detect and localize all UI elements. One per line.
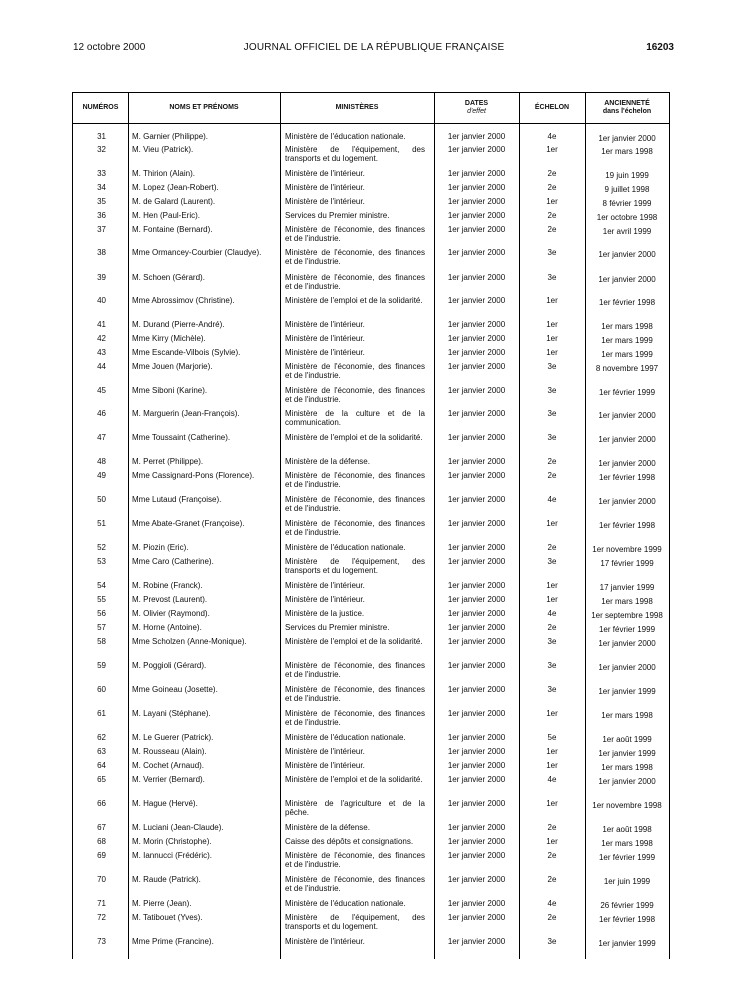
cell-nom: Mme Prime (Francine). [132, 937, 214, 946]
cell-date: 1er janvier 2000 [447, 132, 506, 141]
cell-nom: M. Piozin (Eric). [132, 543, 189, 552]
cell-min: Ministère de la culture et de la communication. [285, 409, 425, 427]
cell-num: 36 [97, 211, 106, 220]
cell-min: Services du Premier ministre. [285, 623, 390, 632]
cell-ech: 1er [546, 348, 558, 357]
cell-ech: 3e [547, 273, 557, 282]
cell-min: Ministère de l'intérieur. [285, 747, 365, 756]
cell-date: 1er janvier 2000 [447, 799, 506, 808]
cell-num: 59 [97, 661, 106, 670]
cell-min: Ministère de l'intérieur. [285, 183, 365, 192]
cell-nom: Mme Abrossimov (Christine). [132, 296, 235, 305]
cell-nom: Mme Jouen (Marjorie). [132, 362, 213, 371]
cell-anc: 1er juin 1999 [603, 877, 651, 886]
cell-anc: 1er février 1998 [598, 298, 656, 307]
cell-anc: 1er mars 1998 [601, 839, 653, 848]
col-header-numeros-label: NUMÉROS [82, 104, 119, 111]
cell-anc: 1er février 1998 [598, 915, 656, 924]
cell-nom: Mme Lutaud (Françoise). [132, 495, 222, 504]
cell-anc: 1er janvier 2000 [598, 275, 656, 284]
cell-num: 58 [97, 637, 106, 646]
cell-min: Ministère de l'économie, des finances et de l'industrie. [285, 851, 425, 869]
cell-date: 1er janvier 2000 [447, 709, 506, 718]
cell-num: 71 [97, 899, 106, 908]
cell-anc: 26 février 1999 [600, 901, 654, 910]
cell-anc: 1er mars 1999 [601, 336, 653, 345]
cell-date: 1er janvier 2000 [447, 685, 506, 694]
cell-min: Ministère de l'économie, des finances et de l'industrie. [285, 386, 425, 404]
cell-anc: 1er mars 1998 [601, 322, 653, 331]
cell-min: Ministère de l'éducation nationale. [285, 543, 406, 552]
cell-anc: 1er avril 1999 [602, 227, 652, 236]
cell-ech: 3e [547, 409, 557, 418]
cell-ech: 2e [547, 471, 557, 480]
cell-min: Ministère de la défense. [285, 823, 370, 832]
cell-ech: 2e [547, 211, 557, 220]
cell-date: 1er janvier 2000 [447, 557, 506, 566]
cell-ech: 1er [546, 581, 558, 590]
cell-nom: M. Iannucci (Frédéric). [132, 851, 213, 860]
cell-num: 41 [97, 320, 106, 329]
cell-anc: 1er janvier 2000 [598, 777, 656, 786]
cell-anc: 1er janvier 1999 [598, 749, 656, 758]
cell-min: Caisse des dépôts et consignations. [285, 837, 414, 846]
cell-ech: 5e [547, 733, 557, 742]
cell-min: Ministère de l'économie, des finances et de l'industrie. [285, 661, 425, 679]
cell-nom: M. Pierre (Jean). [132, 899, 192, 908]
cell-num: 67 [97, 823, 106, 832]
cell-nom: M. Cochet (Arnaud). [132, 761, 205, 770]
col-header-anciennete [585, 93, 669, 123]
cell-ech: 2e [547, 823, 557, 832]
cell-anc: 1er août 1999 [602, 735, 652, 744]
column-divider [128, 93, 129, 959]
col-header-echelon [519, 93, 585, 123]
cell-num: 53 [97, 557, 106, 566]
col-header-noms [128, 93, 280, 123]
cell-date: 1er janvier 2000 [447, 457, 506, 466]
cell-date: 1er janvier 2000 [447, 433, 506, 442]
cell-nom: Mme Escande-Vilbois (Sylvie). [132, 348, 241, 357]
cell-min: Ministère de l'économie, des finances et de l'industrie. [285, 495, 425, 513]
cell-ech: 1er [546, 334, 558, 343]
cell-num: 60 [97, 685, 106, 694]
cell-anc: 8 février 1999 [602, 199, 652, 208]
cell-anc: 1er mars 1998 [601, 597, 653, 606]
cell-min: Ministère de l'intérieur. [285, 320, 365, 329]
cell-anc: 1er novembre 1999 [592, 545, 662, 554]
cell-ech: 2e [547, 183, 557, 192]
cell-date: 1er janvier 2000 [447, 851, 506, 860]
cell-anc: 9 juillet 1998 [604, 185, 650, 194]
cell-nom: M. Layani (Stéphane). [132, 709, 211, 718]
cell-anc: 1er janvier 2000 [598, 459, 656, 468]
cell-min: Ministère de l'équipement, des transports et du logement. [285, 913, 425, 931]
cell-anc: 1er mars 1998 [601, 763, 653, 772]
cell-date: 1er janvier 2000 [447, 169, 506, 178]
cell-date: 1er janvier 2000 [447, 296, 506, 305]
cell-date: 1er janvier 2000 [447, 495, 506, 504]
cell-num: 57 [97, 623, 106, 632]
cell-min: Ministère de la défense. [285, 457, 370, 466]
cell-num: 56 [97, 609, 106, 618]
cell-ech: 1er [546, 747, 558, 756]
cell-ech: 1er [546, 761, 558, 770]
cell-nom: M. Hague (Hervé). [132, 799, 198, 808]
cell-date: 1er janvier 2000 [447, 519, 506, 528]
cell-num: 72 [97, 913, 106, 922]
cell-ech: 3e [547, 685, 557, 694]
cell-nom: Mme Abate-Granet (Françoise). [132, 519, 245, 528]
cell-ech: 2e [547, 623, 557, 632]
cell-anc: 1er septembre 1998 [591, 611, 663, 620]
cell-ech: 1er [546, 320, 558, 329]
cell-date: 1er janvier 2000 [447, 211, 506, 220]
cell-min: Ministère de l'économie, des finances et de l'industrie. [285, 248, 425, 266]
cell-date: 1er janvier 2000 [447, 386, 506, 395]
cell-anc: 1er mars 1998 [601, 147, 653, 156]
cell-min: Ministère de l'éducation nationale. [285, 733, 406, 742]
cell-anc: 17 janvier 1999 [599, 583, 655, 592]
cell-nom: Mme Toussaint (Catherine). [132, 433, 231, 442]
cell-min: Ministère de l'emploi et de la solidarité. [285, 296, 423, 305]
cell-date: 1er janvier 2000 [447, 334, 506, 343]
cell-anc: 1er février 1999 [598, 853, 656, 862]
cell-ech: 2e [547, 875, 557, 884]
cell-nom: M. Luciani (Jean-Claude). [132, 823, 224, 832]
cell-nom: M. Verrier (Bernard). [132, 775, 205, 784]
cell-num: 64 [97, 761, 106, 770]
cell-date: 1er janvier 2000 [447, 320, 506, 329]
header-date: 12 octobre 2000 [73, 42, 146, 53]
cell-nom: M. Le Guerer (Patrick). [132, 733, 214, 742]
cell-nom: M. Lopez (Jean-Robert). [132, 183, 219, 192]
cell-ech: 4e [547, 609, 557, 618]
cell-ech: 3e [547, 637, 557, 646]
cell-ech: 1er [546, 837, 558, 846]
cell-nom: Mme Kirry (Michèle). [132, 334, 206, 343]
col-header-anciennete-sub: dans l'échelon [602, 108, 652, 115]
cell-date: 1er janvier 2000 [447, 183, 506, 192]
cell-date: 1er janvier 2000 [447, 348, 506, 357]
cell-nom: M. Marguerin (Jean-François). [132, 409, 240, 418]
cell-anc: 1er mars 1998 [601, 711, 653, 720]
cell-num: 55 [97, 595, 106, 604]
cell-date: 1er janvier 2000 [447, 409, 506, 418]
cell-anc: 8 novembre 1997 [595, 364, 659, 373]
cell-date: 1er janvier 2000 [447, 197, 506, 206]
cell-num: 31 [97, 132, 106, 141]
cell-nom: M. Horne (Antoine). [132, 623, 202, 632]
cell-date: 1er janvier 2000 [447, 837, 506, 846]
cell-ech: 3e [547, 937, 557, 946]
cell-num: 46 [97, 409, 106, 418]
cell-date: 1er janvier 2000 [447, 761, 506, 770]
cell-nom: M. Durand (Pierre-André). [132, 320, 225, 329]
cell-ech: 1er [546, 296, 558, 305]
cell-num: 43 [97, 348, 106, 357]
cell-ech: 2e [547, 457, 557, 466]
cell-date: 1er janvier 2000 [447, 248, 506, 257]
cell-nom: Mme Caro (Catherine). [132, 557, 214, 566]
cell-ech: 3e [547, 433, 557, 442]
cell-nom: Mme Cassignard-Pons (Florence). [132, 471, 255, 480]
cell-min: Ministère de l'intérieur. [285, 197, 365, 206]
cell-nom: M. Schoen (Gérard). [132, 273, 205, 282]
cell-anc: 1er août 1998 [602, 825, 652, 834]
cell-ech: 1er [546, 709, 558, 718]
cell-date: 1er janvier 2000 [447, 775, 506, 784]
cell-anc: 1er janvier 2000 [598, 639, 656, 648]
cell-num: 48 [97, 457, 106, 466]
cell-nom: M. Rousseau (Alain). [132, 747, 207, 756]
cell-date: 1er janvier 2000 [447, 362, 506, 371]
cell-nom: M. Raude (Patrick). [132, 875, 201, 884]
cell-min: Ministère de l'économie, des finances et de l'industrie. [285, 273, 425, 291]
cell-min: Ministère de l'économie, des finances et de l'industrie. [285, 471, 425, 489]
page-number: 16203 [646, 42, 674, 53]
cell-min: Ministère de l'emploi et de la solidarité. [285, 637, 423, 646]
cell-min: Ministère de l'économie, des finances et de l'industrie. [285, 709, 425, 727]
cell-num: 32 [97, 145, 106, 154]
col-header-ministeres-label: MINISTÈRES [335, 104, 379, 111]
cell-date: 1er janvier 2000 [447, 913, 506, 922]
cell-ech: 3e [547, 661, 557, 670]
cell-num: 66 [97, 799, 106, 808]
cell-date: 1er janvier 2000 [447, 899, 506, 908]
cell-min: Ministère de l'économie, des finances et de l'industrie. [285, 362, 425, 380]
cell-ech: 1er [546, 799, 558, 808]
cell-ech: 3e [547, 557, 557, 566]
cell-date: 1er janvier 2000 [447, 273, 506, 282]
cell-anc: 1er janvier 2000 [598, 250, 656, 259]
cell-nom: Mme Ormancey-Courbier (Claudye). [132, 248, 262, 257]
cell-anc: 1er janvier 2000 [598, 435, 656, 444]
cell-ech: 2e [547, 169, 557, 178]
cell-date: 1er janvier 2000 [447, 823, 506, 832]
col-header-anciennete-label: ANCIENNETÉ [604, 100, 650, 107]
cell-ech: 3e [547, 248, 557, 257]
cell-nom: M. Fontaine (Bernard). [132, 225, 213, 234]
cell-min: Ministère de l'intérieur. [285, 937, 365, 946]
cell-date: 1er janvier 2000 [447, 471, 506, 480]
cell-min: Ministère de l'économie, des finances et de l'industrie. [285, 225, 425, 243]
cell-min: Ministère de l'intérieur. [285, 595, 365, 604]
cell-ech: 2e [547, 851, 557, 860]
cell-min: Ministère de l'intérieur. [285, 169, 365, 178]
cell-num: 65 [97, 775, 106, 784]
cell-anc: 1er janvier 2000 [598, 134, 656, 143]
cell-num: 35 [97, 197, 106, 206]
cell-num: 45 [97, 386, 106, 395]
cell-anc: 1er février 1998 [598, 473, 656, 482]
col-header-ministeres [280, 93, 434, 123]
cell-ech: 3e [547, 386, 557, 395]
cell-nom: M. Tatibouet (Yves). [132, 913, 203, 922]
cell-num: 68 [97, 837, 106, 846]
cell-ech: 4e [547, 495, 557, 504]
cell-anc: 1er janvier 1999 [598, 687, 656, 696]
cell-anc: 1er novembre 1998 [592, 801, 662, 810]
cell-nom: M. Robine (Franck). [132, 581, 203, 590]
cell-min: Ministère de l'équipement, des transports et du logement. [285, 145, 425, 163]
cell-ech: 1er [546, 145, 558, 154]
cell-num: 63 [97, 747, 106, 756]
cell-num: 40 [97, 296, 106, 305]
cell-num: 69 [97, 851, 106, 860]
cell-anc: 1er février 1998 [598, 521, 656, 530]
cell-nom: M. Poggioli (Gérard). [132, 661, 207, 670]
cell-min: Ministère de l'emploi et de la solidarité. [285, 775, 423, 784]
cell-min: Ministère de l'intérieur. [285, 581, 365, 590]
cell-num: 37 [97, 225, 106, 234]
cell-nom: M. Garnier (Philippe). [132, 132, 209, 141]
cell-ech: 2e [547, 225, 557, 234]
col-header-echelon-label: ÉCHELON [534, 104, 570, 111]
cell-min: Ministère de l'éducation nationale. [285, 899, 406, 908]
cell-num: 42 [97, 334, 106, 343]
cell-date: 1er janvier 2000 [447, 543, 506, 552]
cell-num: 50 [97, 495, 106, 504]
cell-min: Ministère de l'intérieur. [285, 348, 365, 357]
cell-nom: Mme Siboni (Karine). [132, 386, 208, 395]
cell-anc: 1er février 1999 [598, 388, 656, 397]
cell-num: 73 [97, 937, 106, 946]
journal-title: JOURNAL OFFICIEL DE LA RÉPUBLIQUE FRANÇAISE [243, 42, 505, 53]
col-header-noms-label: NOMS ET PRÉNOMS [169, 104, 239, 111]
cell-nom: M. Prevost (Laurent). [132, 595, 208, 604]
cell-min: Ministère de l'agriculture et de la pêche. [285, 799, 425, 817]
cell-anc: 1er janvier 2000 [598, 411, 656, 420]
cell-ech: 1er [546, 595, 558, 604]
cell-ech: 4e [547, 899, 557, 908]
cell-min: Ministère de l'intérieur. [285, 334, 365, 343]
cell-anc: 1er octobre 1998 [596, 213, 658, 222]
cell-min: Services du Premier ministre. [285, 211, 390, 220]
cell-min: Ministère de l'économie, des finances et de l'industrie. [285, 519, 425, 537]
cell-num: 44 [97, 362, 106, 371]
cell-ech: 1er [546, 519, 558, 528]
col-header-dates-label: DATES [464, 100, 489, 107]
cell-nom: M. Thirion (Alain). [132, 169, 195, 178]
cell-min: Ministère de l'emploi et de la solidarité. [285, 433, 423, 442]
cell-nom: Mme Scholzen (Anne-Monique). [132, 637, 247, 646]
cell-min: Ministère de l'intérieur. [285, 761, 365, 770]
cell-anc: 1er janvier 2000 [598, 497, 656, 506]
cell-num: 51 [97, 519, 106, 528]
cell-num: 49 [97, 471, 106, 480]
cell-num: 61 [97, 709, 106, 718]
appointments-table [72, 92, 670, 959]
cell-anc: 1er janvier 1999 [598, 939, 656, 948]
cell-anc: 17 février 1999 [600, 559, 654, 568]
header-divider [73, 123, 669, 124]
cell-ech: 3e [547, 362, 557, 371]
cell-nom: M. Olivier (Raymond). [132, 609, 210, 618]
cell-min: Ministère de l'éducation nationale. [285, 132, 406, 141]
col-header-numeros [73, 93, 128, 123]
cell-date: 1er janvier 2000 [447, 747, 506, 756]
cell-date: 1er janvier 2000 [447, 145, 506, 154]
cell-nom: M. Vieu (Patrick). [132, 145, 194, 154]
cell-nom: M. Perret (Philippe). [132, 457, 204, 466]
cell-date: 1er janvier 2000 [447, 733, 506, 742]
cell-num: 34 [97, 183, 106, 192]
cell-date: 1er janvier 2000 [447, 623, 506, 632]
cell-num: 33 [97, 169, 106, 178]
cell-num: 47 [97, 433, 106, 442]
cell-anc: 1er mars 1999 [601, 350, 653, 359]
cell-nom: M. Hen (Paul-Eric). [132, 211, 201, 220]
cell-nom: Mme Goineau (Josette). [132, 685, 218, 694]
cell-ech: 2e [547, 913, 557, 922]
cell-num: 62 [97, 733, 106, 742]
cell-num: 38 [97, 248, 106, 257]
cell-ech: 2e [547, 543, 557, 552]
cell-anc: 1er janvier 2000 [598, 663, 656, 672]
cell-date: 1er janvier 2000 [447, 937, 506, 946]
cell-anc: 19 juin 1999 [605, 171, 649, 180]
col-header-dates [434, 93, 519, 123]
cell-min: Ministère de la justice. [285, 609, 365, 618]
cell-date: 1er janvier 2000 [447, 875, 506, 884]
cell-ech: 4e [547, 775, 557, 784]
cell-num: 54 [97, 581, 106, 590]
cell-min: Ministère de l'économie, des finances et de l'industrie. [285, 685, 425, 703]
cell-date: 1er janvier 2000 [447, 595, 506, 604]
cell-anc: 1er février 1999 [598, 625, 656, 634]
cell-num: 70 [97, 875, 106, 884]
cell-nom: M. de Galard (Laurent). [132, 197, 216, 206]
cell-date: 1er janvier 2000 [447, 581, 506, 590]
cell-ech: 4e [547, 132, 557, 141]
cell-ech: 1er [546, 197, 558, 206]
col-header-dates-sub: d'effet [467, 108, 486, 115]
cell-nom: M. Morin (Christophe). [132, 837, 212, 846]
cell-date: 1er janvier 2000 [447, 225, 506, 234]
cell-date: 1er janvier 2000 [447, 637, 506, 646]
cell-min: Ministère de l'économie, des finances et de l'industrie. [285, 875, 425, 893]
cell-num: 52 [97, 543, 106, 552]
cell-date: 1er janvier 2000 [447, 661, 506, 670]
cell-min: Ministère de l'équipement, des transports et du logement. [285, 557, 425, 575]
cell-num: 39 [97, 273, 106, 282]
cell-date: 1er janvier 2000 [447, 609, 506, 618]
